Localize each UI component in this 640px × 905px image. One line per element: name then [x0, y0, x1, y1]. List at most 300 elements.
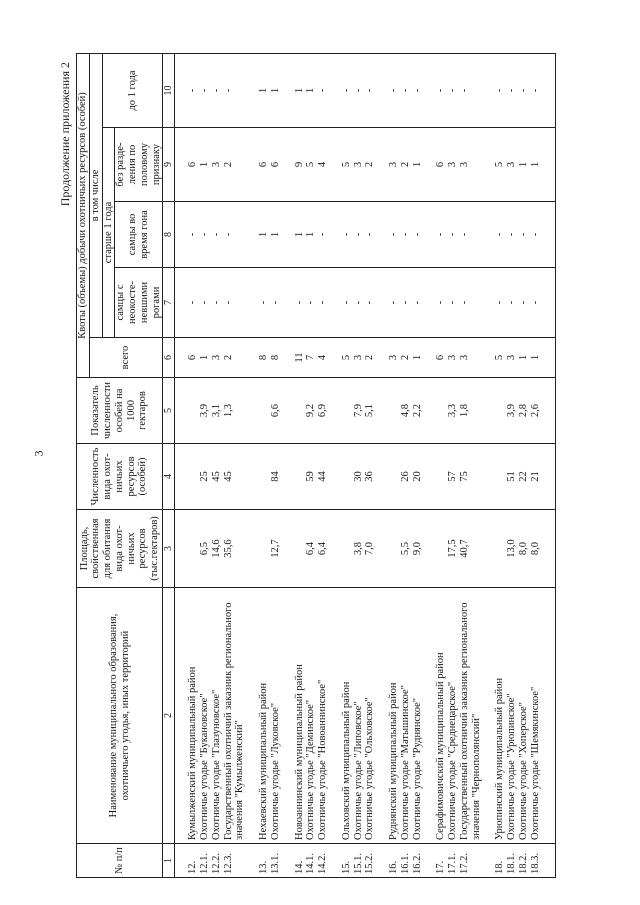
spacer-cell [482, 510, 494, 588]
header-population: Численность вида охот-ничьих ресурсов (особей) [77, 444, 163, 510]
table-bottom-row [541, 53, 556, 877]
row-total: 6 [187, 338, 199, 378]
spacer-cell [329, 844, 341, 878]
row-population: 45 [223, 444, 247, 510]
row-males-horns: - [459, 268, 483, 338]
row-under-1-year: 1 [258, 53, 270, 127]
spacer-cell [282, 510, 294, 588]
table-row [199, 53, 211, 877]
row-total: 1 [518, 338, 530, 378]
row-number: 14. [294, 844, 306, 878]
row-name: Охотничье угодье "Руднянское" [412, 588, 424, 844]
row-density: 2,8 [518, 378, 530, 444]
group-spacer [282, 53, 294, 877]
row-under-1-year: - [388, 53, 400, 127]
spacer-cell [246, 268, 258, 338]
row-males-horns: - [530, 268, 542, 338]
row-number: 14.2. [317, 844, 329, 878]
row-number: 12.3. [223, 844, 247, 878]
row-total: 6 [435, 338, 447, 378]
table-row [294, 53, 306, 877]
row-under-1-year: - [518, 53, 530, 127]
row-males-season: - [199, 202, 211, 268]
row-males-horns: - [447, 268, 459, 338]
row-total: 3 [353, 338, 365, 378]
row-males-horns: - [388, 268, 400, 338]
row-no-sex: 3 [459, 128, 483, 202]
row-population: 44 [317, 444, 329, 510]
header-name: Наименование муниципального образования, охотничьего угодья, иных территорий [77, 588, 163, 844]
spacer-cell [329, 202, 341, 268]
column-number: 3 [163, 510, 175, 588]
row-density: 1,8 [459, 378, 483, 444]
row-density: 2,6 [530, 378, 542, 444]
row-density [494, 378, 506, 444]
spacer-cell [246, 338, 258, 378]
table-row [447, 53, 459, 877]
spacer-cell [282, 338, 294, 378]
row-total: 5 [494, 338, 506, 378]
row-number: 17. [435, 844, 447, 878]
row-under-1-year: - [506, 53, 518, 127]
spacer-cell [423, 510, 435, 588]
header-density: Показатель численности особей на 1000 гектаров [77, 378, 163, 444]
spacer-cell [246, 444, 258, 510]
row-males-horns: - [364, 268, 376, 338]
row-under-1-year: - [400, 53, 412, 127]
row-males-horns: - [494, 268, 506, 338]
spacer-cell [376, 128, 388, 202]
table-row [211, 53, 223, 877]
spacer-cell [376, 53, 388, 127]
row-name: Серафимовичский муниципальный район [435, 588, 447, 844]
row-under-1-year: - [494, 53, 506, 127]
group-spacer [376, 53, 388, 877]
row-total: 2 [364, 338, 376, 378]
spacer-cell [246, 128, 258, 202]
spacer-cell [175, 588, 188, 844]
row-total: 7 [305, 338, 317, 378]
spacer-cell [541, 128, 556, 202]
row-no-sex: 6 [270, 128, 282, 202]
column-number: 6 [163, 338, 175, 378]
row-density: 3,3 [447, 378, 459, 444]
row-area [494, 510, 506, 588]
row-name: Охотничье угодье "Новоаннинское" [317, 588, 329, 844]
row-no-sex: 6 [187, 128, 199, 202]
spacer-cell [541, 844, 556, 878]
row-number: 15. [341, 844, 353, 878]
spacer-cell [482, 588, 494, 844]
row-under-1-year: - [435, 53, 447, 127]
row-density: 3,9 [199, 378, 211, 444]
row-males-horns: - [435, 268, 447, 338]
row-density: 6,6 [270, 378, 282, 444]
row-number: 18.2. [518, 844, 530, 878]
row-name: Нехаевский муниципальный район [258, 588, 270, 844]
row-under-1-year: - [530, 53, 542, 127]
spacer-cell [329, 378, 341, 444]
header-under-1-year: до 1 года [102, 53, 163, 127]
row-number: 12.1. [199, 844, 211, 878]
row-name: Охотничье угодье "Букановское" [199, 588, 211, 844]
row-population: 20 [412, 444, 424, 510]
table-row [341, 53, 353, 877]
row-under-1-year: - [412, 53, 424, 127]
row-area: 6,4 [305, 510, 317, 588]
row-population: 45 [211, 444, 223, 510]
table-row [187, 53, 199, 877]
row-males-horns: - [412, 268, 424, 338]
group-spacer [175, 53, 188, 877]
row-total: 2 [223, 338, 247, 378]
spacer-cell [282, 268, 294, 338]
spacer-cell [482, 53, 494, 127]
row-area: 13,0 [506, 510, 518, 588]
spacer-cell [175, 844, 188, 878]
table-row [506, 53, 518, 877]
row-population [388, 444, 400, 510]
row-area: 12,7 [270, 510, 282, 588]
table-row [435, 53, 447, 877]
row-no-sex: 1 [518, 128, 530, 202]
spacer-cell [246, 378, 258, 444]
row-males-season: - [353, 202, 365, 268]
row-males-horns: - [353, 268, 365, 338]
row-density [258, 378, 270, 444]
row-population: 59 [305, 444, 317, 510]
row-males-horns: - [400, 268, 412, 338]
row-name: Урюпинский муниципальный район [494, 588, 506, 844]
spacer-cell [175, 510, 188, 588]
spacer-cell [423, 378, 435, 444]
row-males-season: 1 [305, 202, 317, 268]
row-number: 17.2. [459, 844, 483, 878]
row-number: 18.3. [530, 844, 542, 878]
row-density: 9,2 [305, 378, 317, 444]
row-area: 35,6 [223, 510, 247, 588]
column-numbers-row [163, 53, 175, 877]
spacer-cell [376, 444, 388, 510]
header-quota-group: Квоты (объемы) добычи охотничьих ресурсов (особей) [77, 53, 90, 377]
row-total: 1 [412, 338, 424, 378]
spacer-cell [423, 844, 435, 878]
row-males-horns: - [294, 268, 306, 338]
column-number: 10 [163, 53, 175, 127]
row-area: 8,0 [530, 510, 542, 588]
row-name: Охотничье угодье "Урюпинское" [506, 588, 518, 844]
row-density: 6,9 [317, 378, 329, 444]
row-density [388, 378, 400, 444]
row-name: Ольховский муниципальный район [341, 588, 353, 844]
row-males-season: - [187, 202, 199, 268]
spacer-cell [376, 338, 388, 378]
header-num: № п/п [77, 844, 163, 878]
row-total: 3 [211, 338, 223, 378]
group-spacer [246, 53, 258, 877]
table-row [258, 53, 270, 877]
row-males-horns: - [317, 268, 329, 338]
row-no-sex: 4 [317, 128, 329, 202]
row-name: Охотничье угодье "Шемякинское" [530, 588, 542, 844]
row-males-season: - [518, 202, 530, 268]
spacer-cell [376, 378, 388, 444]
spacer-cell [329, 268, 341, 338]
row-no-sex: 2 [400, 128, 412, 202]
spacer-cell [541, 444, 556, 510]
row-males-horns: - [223, 268, 247, 338]
row-number: 13. [258, 844, 270, 878]
row-males-horns: - [506, 268, 518, 338]
row-area [435, 510, 447, 588]
spacer-cell [482, 844, 494, 878]
row-under-1-year: - [211, 53, 223, 127]
row-under-1-year: - [199, 53, 211, 127]
row-area: 8,0 [518, 510, 530, 588]
row-population: 57 [447, 444, 459, 510]
header-area: Площадь, свойственная для обитания вида охот-ничьих ресурсов (тыс.гектаров) [77, 510, 163, 588]
table-row [459, 53, 483, 877]
row-males-horns: - [518, 268, 530, 338]
row-under-1-year: - [223, 53, 247, 127]
spacer-cell [329, 128, 341, 202]
spacer-cell [175, 444, 188, 510]
row-under-1-year: 1 [270, 53, 282, 127]
spacer-cell [423, 128, 435, 202]
row-males-season: - [412, 202, 424, 268]
row-number: 12. [187, 844, 199, 878]
spacer-cell [246, 510, 258, 588]
row-area: 7,0 [364, 510, 376, 588]
row-total: 4 [317, 338, 329, 378]
spacer-cell [282, 378, 294, 444]
spacer-cell [282, 202, 294, 268]
spacer-cell [482, 444, 494, 510]
row-no-sex: 1 [199, 128, 211, 202]
row-area: 9,0 [412, 510, 424, 588]
table-row [353, 53, 365, 877]
row-area [388, 510, 400, 588]
spacer-cell [423, 444, 435, 510]
table-row [400, 53, 412, 877]
spacer-cell [175, 338, 188, 378]
rotated-page-content [56, 54, 584, 878]
row-number: 17.1. [447, 844, 459, 878]
table-row [364, 53, 376, 877]
row-males-season: - [400, 202, 412, 268]
spacer-cell [541, 510, 556, 588]
row-no-sex: 6 [435, 128, 447, 202]
spacer-cell [282, 53, 294, 127]
spacer-cell [329, 588, 341, 844]
spacer-cell [175, 268, 188, 338]
row-density: 2,2 [412, 378, 424, 444]
row-total: 11 [294, 338, 306, 378]
column-number: 7 [163, 268, 175, 338]
column-number: 5 [163, 378, 175, 444]
row-area [187, 510, 199, 588]
row-total: 5 [341, 338, 353, 378]
spacer-cell [175, 128, 188, 202]
header-total: всего [89, 338, 163, 378]
row-total: 2 [400, 338, 412, 378]
table-row [518, 53, 530, 877]
group-spacer [329, 53, 341, 877]
row-no-sex: 1 [412, 128, 424, 202]
row-males-season: - [223, 202, 247, 268]
row-under-1-year: - [341, 53, 353, 127]
row-total: 8 [270, 338, 282, 378]
spacer-cell [482, 378, 494, 444]
table-row [388, 53, 400, 877]
row-density: 7,9 [353, 378, 365, 444]
row-name: Руднянский муниципальный район [388, 588, 400, 844]
row-no-sex: 3 [506, 128, 518, 202]
row-area [341, 510, 353, 588]
spacer-cell [175, 202, 188, 268]
row-population: 75 [459, 444, 483, 510]
row-density: 3,9 [506, 378, 518, 444]
row-males-season: - [435, 202, 447, 268]
row-males-season: - [494, 202, 506, 268]
spacer-cell [376, 202, 388, 268]
row-males-horns: - [258, 268, 270, 338]
table-row [270, 53, 282, 877]
spacer-cell [329, 510, 341, 588]
row-number: 18.1. [506, 844, 518, 878]
row-population: 26 [400, 444, 412, 510]
row-males-season: - [341, 202, 353, 268]
row-under-1-year: 1 [305, 53, 317, 127]
row-name: Охотничье угодье "Хоперское" [518, 588, 530, 844]
header-older-than-1-year: старше 1 года [102, 128, 115, 338]
row-no-sex: 9 [294, 128, 306, 202]
row-no-sex: 3 [353, 128, 365, 202]
table-body [163, 53, 556, 877]
continuation-label: Продолжение приложения 2 [58, 62, 72, 207]
spacer-cell [329, 53, 341, 127]
row-number: 16. [388, 844, 400, 878]
row-density: 3,1 [211, 378, 223, 444]
row-under-1-year: 1 [294, 53, 306, 127]
row-males-season: - [388, 202, 400, 268]
row-under-1-year: - [187, 53, 199, 127]
row-density: 1,3 [223, 378, 247, 444]
row-population: 30 [353, 444, 365, 510]
row-total: 3 [506, 338, 518, 378]
row-total: 3 [447, 338, 459, 378]
row-no-sex: 1 [530, 128, 542, 202]
row-area: 3,8 [353, 510, 365, 588]
row-number: 15.2. [364, 844, 376, 878]
spacer-cell [423, 338, 435, 378]
spacer-cell [423, 588, 435, 844]
row-area: 5,5 [400, 510, 412, 588]
row-no-sex: 5 [341, 128, 353, 202]
row-name: Новоаннинский муниципальный район [294, 588, 306, 844]
row-males-horns: - [270, 268, 282, 338]
row-no-sex: 3 [388, 128, 400, 202]
spacer-cell [541, 378, 556, 444]
row-population [341, 444, 353, 510]
row-area [258, 510, 270, 588]
spacer-cell [175, 378, 188, 444]
spacer-cell [376, 588, 388, 844]
row-males-season: - [459, 202, 483, 268]
spacer-cell [282, 128, 294, 202]
group-spacer [482, 53, 494, 877]
row-males-season: 1 [294, 202, 306, 268]
table-row [223, 53, 247, 877]
row-density [187, 378, 199, 444]
row-name: Охотничье угодье "Луковское" [270, 588, 282, 844]
column-number: 8 [163, 202, 175, 268]
row-population: 36 [364, 444, 376, 510]
spacer-cell [482, 202, 494, 268]
row-males-horns: - [211, 268, 223, 338]
spacer-cell [376, 510, 388, 588]
row-area: 6,5 [199, 510, 211, 588]
row-under-1-year: - [353, 53, 365, 127]
table-row [494, 53, 506, 877]
row-population [187, 444, 199, 510]
column-number: 9 [163, 128, 175, 202]
row-under-1-year: - [447, 53, 459, 127]
row-no-sex: 3 [447, 128, 459, 202]
spacer-cell [541, 268, 556, 338]
row-males-horns: - [341, 268, 353, 338]
row-name: Государственный охотничий заказник регионального значения "Кумылженский" [223, 588, 247, 844]
row-number: 16.2. [412, 844, 424, 878]
spacer-cell [246, 202, 258, 268]
row-under-1-year: - [459, 53, 483, 127]
row-density [435, 378, 447, 444]
row-area [294, 510, 306, 588]
spacer-cell [246, 844, 258, 878]
spacer-cell [482, 128, 494, 202]
spacer-cell [541, 202, 556, 268]
row-density: 4,8 [400, 378, 412, 444]
row-males-horns: - [199, 268, 211, 338]
spacer-cell [329, 444, 341, 510]
row-males-season: 1 [270, 202, 282, 268]
row-males-season: - [506, 202, 518, 268]
table-row [530, 53, 542, 877]
table-row [412, 53, 424, 877]
spacer-cell [246, 588, 258, 844]
row-population [258, 444, 270, 510]
spacer-cell [175, 53, 188, 127]
row-males-season: - [317, 202, 329, 268]
spacer-cell [282, 588, 294, 844]
row-under-1-year: - [364, 53, 376, 127]
row-number: 16.1. [400, 844, 412, 878]
row-no-sex: 2 [364, 128, 376, 202]
row-area: 14,6 [211, 510, 223, 588]
row-population: 25 [199, 444, 211, 510]
row-males-season: - [364, 202, 376, 268]
row-number: 14.1. [305, 844, 317, 878]
row-population: 21 [530, 444, 542, 510]
row-number: 15.1. [353, 844, 365, 878]
table-row [317, 53, 329, 877]
row-population: 84 [270, 444, 282, 510]
row-population [435, 444, 447, 510]
column-number: 4 [163, 444, 175, 510]
row-area: 17,5 [447, 510, 459, 588]
header-no-sex: без разде-ления по половому признаку [115, 128, 163, 202]
page-number: 3 [31, 450, 46, 457]
